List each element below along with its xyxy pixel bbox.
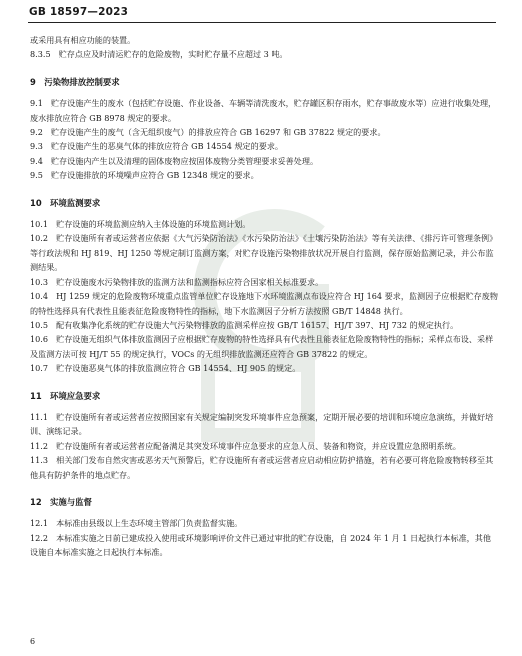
section-heading: 11 环境应急要求	[30, 390, 101, 401]
clause-paragraph: 10.2 贮存设施所有者或运营者应依据《大气污染防治法》《水污染防治法》《土壤污染防治法》等有关法律、《排污许可管理条例》等行政法规和 HJ 819、HJ 1250 等规定制订监测方案，对贮存设施污染物排放状况开展自行监测，保存原始监测记录，并公布监测结果。	[30, 233, 498, 273]
clause-paragraph: 9.2 贮存设施产生的废气（含无组织废气）的排放应符合 GB 16297 和 GB 37822 规定的要求。	[30, 127, 386, 138]
clause-paragraph: 9.4 贮存设施内产生以及清理的固体废物应按固体废物分类管理要求妥善处理。	[30, 155, 319, 166]
clause-paragraph: 10.7 贮存设施恶臭气体的排放监测应符合 GB 14554、HJ 905 的规定。	[30, 363, 301, 374]
clause-paragraph: 10.3 贮存设施废水污染物排放的监测方法和监测指标应符合国家相关标准要求。	[30, 276, 324, 287]
clause-paragraph: 9.5 贮存设施排放的环境噪声应符合 GB 12348 规定的要求。	[30, 170, 259, 181]
clause-paragraph: 11.3 相关部门发布自然灾害或恶劣天气预警后，贮存设施所有者或运营者应启动相应防护措施，若有必要可将危险废物转移至其他具有防护条件的地点贮存。	[30, 455, 494, 480]
page-number: 6	[30, 637, 36, 646]
clause-paragraph: 12.2 本标准实施之日前已建成投入使用或环境影响评价文件已通过审批的贮存设施，自 2024 年 1 月 1 日起执行本标准，其他设施自本标准实施之日起执行本标准。	[30, 532, 491, 558]
clause-paragraph: 9.3 贮存设施产生的恶臭气体的排放应符合 GB 14554 规定的要求。	[30, 141, 284, 152]
clause-paragraph: 10.6 贮存设施无组织气体排放监测因子应根据贮存废物的特性选择具有代表性且能表征危险废物特性的指标；采样点布设、采样及监测方法可按 HJ/T 55 的规定执行，VOCs 的无组织排放监测还应符合 GB 37822 的规定。	[30, 334, 494, 359]
clause-paragraph: 或采用具有相应功能的装置。	[30, 35, 136, 45]
clause-paragraph: 11.2 贮存设施所有者或运营者应配备满足其突发环境事件应急要求的应急人员、装备和物资，并应设置应急照明系统。	[30, 440, 461, 451]
section-heading: 10 环境监测要求	[30, 197, 101, 208]
document-body	[30, 33, 498, 560]
header-rule	[28, 22, 496, 23]
clause-paragraph: 11.1 贮存设施所有者或运营者应按照国家有关规定编制突发环境事件应急预案，定期开展必要的培训和环境应急演练，并做好培训、演练记录。	[30, 411, 494, 437]
section-heading: 12 实施与监督	[30, 496, 92, 507]
clause-paragraph: 10.1 贮存设施的环境监测应纳入主体设施的环境监测计划。	[30, 219, 251, 230]
standard-number: GB 18597—2023	[29, 6, 129, 18]
page-header	[0, 0, 522, 22]
clause-paragraph: 10.5 配有收集净化系统的贮存设施大气污染物排放的监测采样应按 GB/T 16157、HJ/T 397、HJ 732 的规定执行。	[30, 319, 459, 330]
clause-paragraph: 9.1 贮存设施产生的废水（包括贮存设施、作业设备、车辆等清洗废水，贮存罐区积存雨水，贮存事故废水等）应进行收集处理，废水排放应符合 GB 8978 规定的要求。	[30, 98, 497, 123]
section-heading: 9 污染物排放控制要求	[30, 76, 120, 87]
clause-paragraph: 8.3.5 贮存点应及时清运贮存的危险废物，实时贮存量不应超过 3 吨。	[30, 49, 288, 60]
clause-paragraph: 10.4 HJ 1259 规定的危险废物环境重点监管单位贮存设施地下水环境监测点布设应符合 HJ 164 要求，监测因子应根据贮存废物的特性选择具有代表性且能表征危险废物特性的指标，地下水监测因子分析方法按照 GB/T 14848 执行。	[30, 291, 498, 316]
clause-paragraph: 12.1 本标准由县级以上生态环境主管部门负责监督实施。	[30, 518, 243, 529]
